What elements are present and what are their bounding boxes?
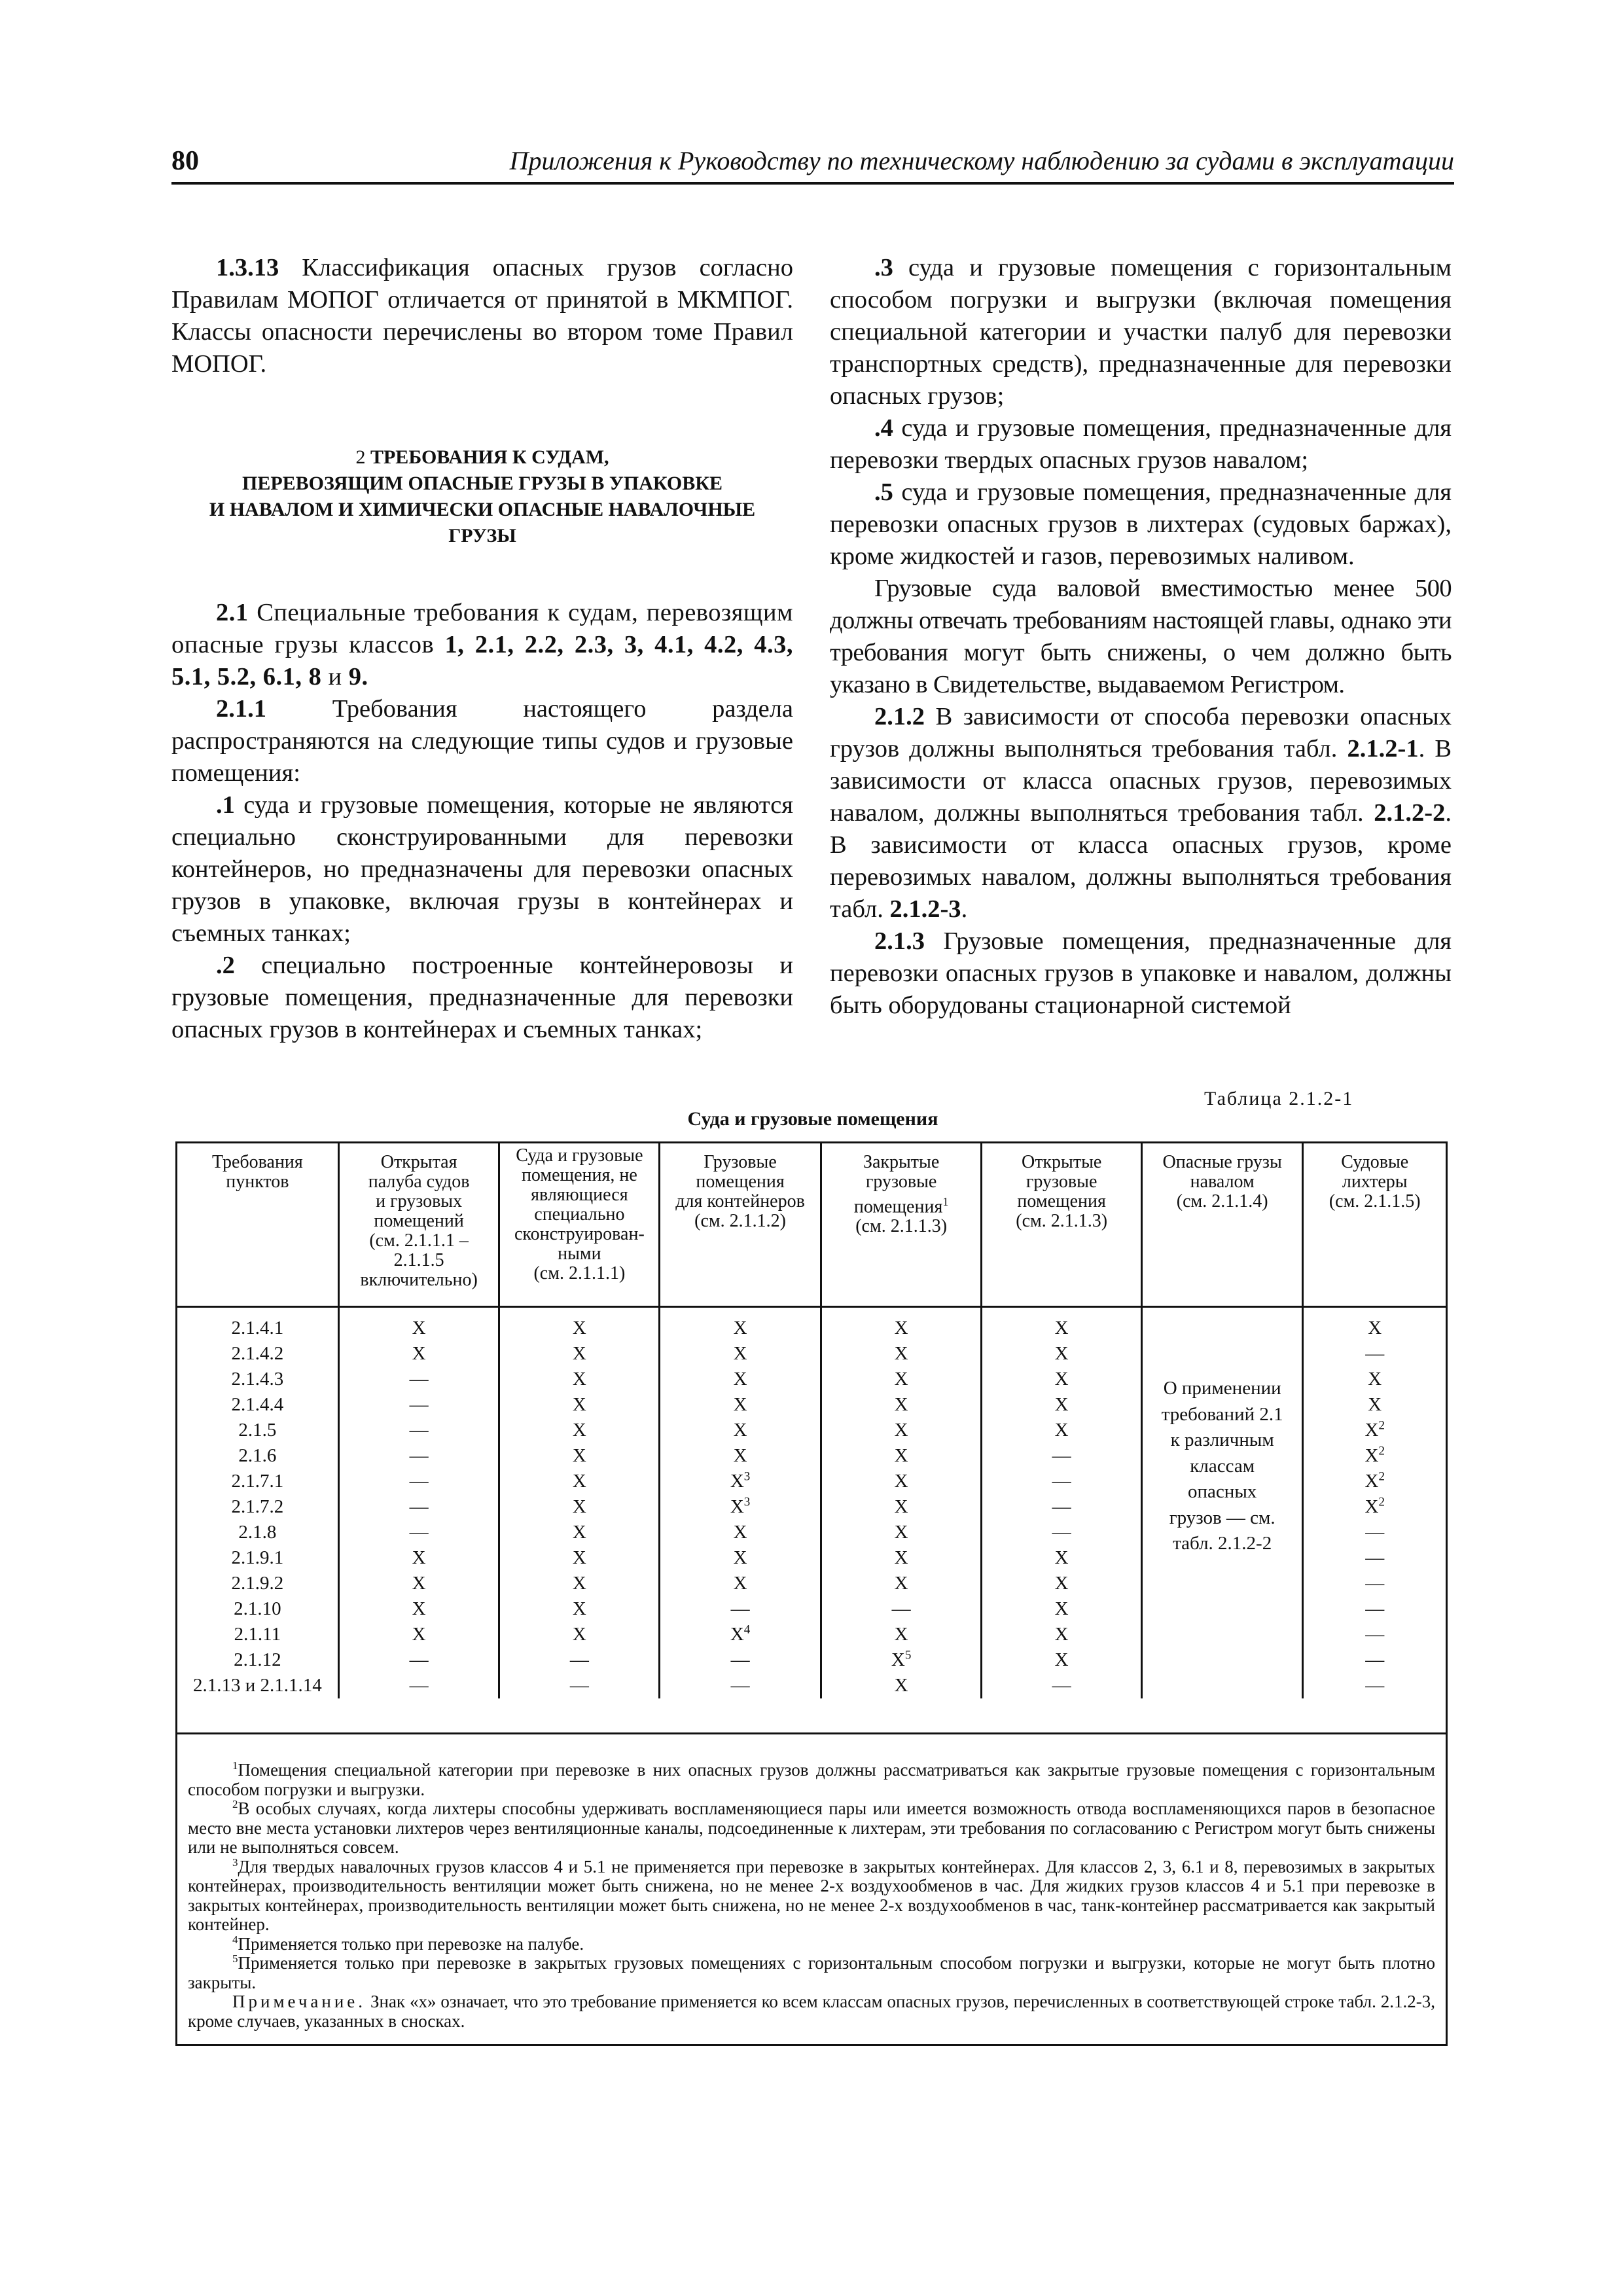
table-cell: X — [894, 1573, 908, 1594]
footnote-mark: 1 — [942, 1195, 949, 1208]
table-header-row — [177, 1143, 1447, 1307]
page-number: 80 — [171, 146, 199, 176]
column-not-special — [499, 1307, 660, 1699]
table-cell: X — [1054, 1547, 1069, 1568]
table-cell: — — [409, 1420, 429, 1441]
hazard-classes: 9. — [348, 663, 368, 691]
section-title-line: И НАВАЛОМ И ХИМИЧЕСКИ ОПАСНЫЕ НАВАЛОЧНЫЕ — [209, 499, 756, 520]
paragraph-2-1 — [171, 597, 793, 693]
table-cell: — — [730, 1649, 750, 1670]
table-cell: X — [572, 1445, 586, 1466]
table-cell: — — [409, 1394, 429, 1415]
paragraph-text: суда и грузовые помещения, предназначенные для перевозки твердых опасных грузов навалом; — [830, 414, 1452, 474]
requirement-item: 2.1.9.2 — [231, 1573, 284, 1594]
table-cell: X — [894, 1420, 908, 1441]
table-cell: — — [409, 1369, 429, 1390]
table-cell: X — [733, 1394, 747, 1415]
table-cell: X — [894, 1675, 908, 1696]
footnote-1: $^1$Помещения специальной категории при перевозке в них опасных грузов должны рассматриваться как закрытые грузовые помещения с горизонтальным способом погрузки и выгрузки. — [188, 1759, 1435, 1799]
item-number: .4 — [874, 414, 893, 442]
paragraph-text: Грузовые помещения, предназначенные для перевозки опасных грузов в упаковке и навалом, должны быть оборудованы стационарной системой — [830, 927, 1452, 1019]
header-closed-holds: Закрытые грузовые помещения$^1$ (см. 2.1.1.3) — [821, 1143, 982, 1307]
column-open-holds — [982, 1307, 1142, 1699]
table-cell: X — [572, 1369, 586, 1390]
paragraph-text: Специальные требования к судам, перевозящим опасные грузы классов — [171, 599, 793, 658]
table-cell: X — [572, 1318, 586, 1338]
paragraph-text: суда и грузовые помещения, предназначенные для перевозки опасных грузов в лихтерах (судовых баржах), кроме жидкостей и газов, перевозимых наливом. — [830, 478, 1452, 570]
clause-number: 1.3.13 — [216, 254, 279, 281]
requirement-item: 2.1.12 — [234, 1649, 281, 1670]
paragraph-text: суда и грузовые помещения, которые не являются специально сконструированными для перевозки контейнеров, но предназначены для перевозки опасных грузов в упаковке, включая грузы в контейнерах и съемных танках; — [171, 791, 793, 947]
table-cell: X — [1054, 1369, 1069, 1390]
requirements-table — [175, 1141, 1448, 2046]
column-barges — [1303, 1307, 1447, 1699]
table-cell: — — [891, 1598, 911, 1619]
table-cell: X — [572, 1573, 586, 1594]
section-number: 2 — [355, 446, 366, 468]
table-cell: X — [572, 1496, 586, 1517]
table-cell: $X^4$ — [730, 1623, 751, 1645]
paragraph-item-4 — [830, 412, 1452, 476]
column-requirement-items — [177, 1307, 339, 1699]
paragraph-text: . В зависимости от класса опасных грузов, кроме перевозимых навалом, должны выполняться требования табл. — [830, 799, 1452, 923]
footnote-mark: 2 — [1378, 1444, 1385, 1458]
table-cell: — — [409, 1522, 429, 1543]
table-cell: — — [569, 1675, 589, 1696]
table-cell: X — [412, 1598, 426, 1619]
table-note: Примечание. Знак «х» означает, что это требование применяется ко всем классам опасных грузов, перечисленных в соответствующей строке табл. 2.1.2-3, кроме случаев, указанных в сносках. — [188, 1992, 1435, 2031]
section-title-line: ТРЕБОВАНИЯ К СУДАМ, — [370, 446, 609, 468]
requirement-item: 2.1.6 — [238, 1445, 277, 1466]
paragraph-2-1-3 — [830, 925, 1452, 1022]
table-cell: — — [409, 1649, 429, 1670]
table-cell: X — [733, 1445, 747, 1466]
table-cell: X — [733, 1573, 747, 1594]
table-cell: $X^2$ — [1364, 1444, 1385, 1466]
running-title: Приложения к Руководству по техническому наблюдению за судами в эксплуатации — [509, 146, 1454, 175]
table-cell: — — [1365, 1547, 1385, 1568]
table-cell: X — [412, 1318, 426, 1338]
paragraph-text: суда и грузовые помещения с горизонтальным способом погрузки и выгрузки (включая помещения специальной категории и участки палуб для перевозки транспортных средств), предназначенные для перевозки опасных грузов; — [830, 254, 1452, 410]
table-cell: X — [894, 1624, 908, 1645]
table-cell: — — [1052, 1522, 1071, 1543]
footnote-mark: 5 — [904, 1648, 912, 1662]
table-cell: $X^2$ — [1364, 1495, 1385, 1517]
table-cell: — — [1052, 1445, 1071, 1466]
item-number: .2 — [216, 952, 235, 979]
table-cell: — — [569, 1649, 589, 1670]
table-cell: — — [730, 1598, 750, 1619]
table-cell: — — [1365, 1522, 1385, 1543]
table-cell: X — [894, 1318, 908, 1338]
paragraph-text: . В зависимости от класса опасных грузов, перевозимых навалом, должны выполняться требования табл. — [830, 735, 1452, 827]
table-footnotes — [177, 1734, 1447, 2045]
table-cell: X — [412, 1573, 426, 1594]
requirement-item: 2.1.8 — [238, 1522, 277, 1543]
header-containers: Грузовые помещения для контейнеров (см. 2.1.1.2) — [660, 1143, 821, 1307]
table-cell: X — [572, 1394, 586, 1415]
table-cell: X — [1368, 1318, 1382, 1338]
paragraph-item-1 — [171, 789, 793, 950]
paragraph-item-2 — [171, 950, 793, 1046]
table-cell: X — [733, 1547, 747, 1568]
table-cell: — — [409, 1471, 429, 1492]
paragraph-cargo-ships — [830, 573, 1452, 701]
table-cell: X — [572, 1547, 586, 1568]
item-number: .1 — [216, 791, 235, 819]
clause-number: 2.1.2 — [874, 703, 925, 730]
paragraph-2-1-1 — [171, 693, 793, 789]
table-spacer — [177, 1698, 1447, 1734]
table-cell: X — [572, 1624, 586, 1645]
paragraph-text: и — [321, 663, 349, 691]
table-cell: X — [733, 1522, 747, 1543]
clause-number: 2.1.3 — [874, 927, 925, 955]
footnote-mark: 2 — [1378, 1469, 1385, 1484]
header-open-deck: Открытая палуба судов и грузовых помещений (см. 2.1.1.1 – 2.1.1.5 включительно) — [338, 1143, 499, 1307]
table-reference: 2.1.2-2 — [1374, 799, 1446, 827]
table-cell: — — [730, 1675, 750, 1696]
table-cell: — — [409, 1496, 429, 1517]
table-reference: 2.1.2-1 — [1347, 735, 1419, 762]
column-containers — [660, 1307, 821, 1699]
table-cell: — — [1052, 1471, 1071, 1492]
table-cell: X — [1054, 1343, 1069, 1364]
paragraph-text: Грузовые суда валовой вместимостью менее 500 должны отвечать требованиям настоящей главы, однако эти требования могут быть снижены, о чем должно быть указано в Свидетельстве, выдаваемом Регистром. — [830, 575, 1452, 698]
table-cell: X — [412, 1547, 426, 1568]
clause-number: 2.1 — [216, 599, 249, 626]
section-title-line: ПЕРЕВОЗЯЩИМ ОПАСНЫЕ ГРУЗЫ В УПАКОВКЕ — [241, 473, 722, 494]
table-cell: X — [733, 1420, 747, 1441]
table-cell: X — [412, 1624, 426, 1645]
table-cell: — — [409, 1445, 429, 1466]
requirement-item: 2.1.7.2 — [231, 1496, 284, 1517]
table-cell: X — [1368, 1369, 1382, 1390]
table-cell: X — [894, 1471, 908, 1492]
table-cell: X — [1054, 1420, 1069, 1441]
paragraph-item-5 — [830, 476, 1452, 573]
table-cell: X — [572, 1420, 586, 1441]
table-cell: — — [1365, 1675, 1385, 1696]
paragraph-text: В зависимости от способа перевозки опасных грузов должны выполняться требования табл. — [830, 703, 1452, 762]
footnote-mark: 3 — [743, 1469, 751, 1484]
table-cell: — — [409, 1675, 429, 1696]
item-number: .3 — [874, 254, 893, 281]
column-bulk — [1141, 1307, 1303, 1699]
header-requirements: Требования пунктов — [177, 1143, 339, 1307]
footnote-mark: 4 — [743, 1623, 751, 1637]
section-title-line: ГРУЗЫ — [448, 525, 516, 547]
paragraph-text: . — [961, 895, 968, 923]
table-cell: X — [1054, 1573, 1069, 1594]
table-cell: — — [1365, 1343, 1385, 1364]
table-cell: X — [412, 1343, 426, 1364]
requirement-item: 2.1.10 — [234, 1598, 281, 1619]
left-column — [171, 252, 793, 1046]
requirement-item: 2.1.5 — [238, 1420, 277, 1441]
requirement-item: 2.1.9.1 — [231, 1547, 284, 1568]
table-cell: — — [1365, 1598, 1385, 1619]
table-cell: X — [733, 1369, 747, 1390]
header-barges: Судовые лихтеры (см. 2.1.1.5) — [1303, 1143, 1447, 1307]
table-cell: X — [894, 1394, 908, 1415]
table-cell: X — [572, 1522, 586, 1543]
table-cell: $X^2$ — [1364, 1469, 1385, 1492]
requirement-item: 2.1.4.2 — [231, 1343, 284, 1364]
header-open-holds: Открытые грузовые помещения (см. 2.1.1.3) — [982, 1143, 1142, 1307]
footnotes-row — [177, 1734, 1447, 2045]
paragraph-item-3 — [830, 252, 1452, 412]
table-cell: — — [1052, 1675, 1071, 1696]
table-caption: Суда и грузовые помещения — [687, 1108, 938, 1130]
table-cell: — — [1365, 1573, 1385, 1594]
footnote-mark: 2 — [1378, 1495, 1385, 1509]
page-header — [171, 145, 1454, 185]
table-cell: X — [894, 1547, 908, 1568]
footnote-2: $^2$В особых случаях, когда лихтеры способны удерживать воспламеняющиеся пары или имеется возможность отвода воспламеняющихся паров в безопасное место вне места установки лихтеров через вентиляционные каналы, подсоединенные к лихтерам, эти требования по согласованию с Регистром могут быть снижены или не выполняться совсем. — [188, 1798, 1435, 1857]
table-cell: $X^2$ — [1364, 1418, 1385, 1441]
bulk-reference-note: О применении требований 2.1 к различным классам опасных грузов — см. табл. 2.1.2-2 — [1161, 1378, 1283, 1554]
table-cell: X — [1054, 1624, 1069, 1645]
table-body-row — [177, 1307, 1447, 1699]
table-cell: X — [1054, 1394, 1069, 1415]
table-cell: X — [894, 1343, 908, 1364]
table-cell: $X^3$ — [730, 1469, 751, 1492]
table-cell: X — [894, 1522, 908, 1543]
table-cell: X — [733, 1343, 747, 1364]
table-label: Таблица 2.1.2-1 — [1204, 1088, 1354, 1109]
footnote-3: $^3$Для твердых навалочных грузов классов 4 и 5.1 не применяется при перевозке в закрытых контейнерах. Для классов 2, 3, 6.1 и 8, перевозимых в закрытых контейнерах, производительность вентиляции может быть снижена, но не менее 2-х воздухообменов в час. Для жидких грузов классов 4 и 5.1 при перевозке в закрытых контейнерах, производительность вентиляции может быть снижена, но не менее 2-х воздухообменов в час, танк-контейнер рассматривается как закрытый контейнер. — [188, 1856, 1435, 1934]
hazard-classes: 1, 2.1, 2.2, 2.3, 3, 4.1, 4.2, 4.3, 5.1, 5.2, 6.1, 8 — [171, 631, 793, 691]
table-cell: X — [1054, 1318, 1069, 1338]
table-cell: X — [572, 1343, 586, 1364]
table-cell: $X^5$ — [891, 1648, 912, 1670]
table-cell: $X^3$ — [730, 1495, 751, 1517]
requirement-item: 2.1.7.1 — [231, 1471, 284, 1492]
table-cell: X — [572, 1471, 586, 1492]
footnote-mark: 2 — [1378, 1418, 1385, 1433]
footnote-4: $^4$Применяется только при перевозке на палубе. — [232, 1933, 584, 1954]
right-column — [830, 252, 1452, 1022]
table-cell: X — [1054, 1598, 1069, 1619]
table-cell: X — [894, 1496, 908, 1517]
table-cell: — — [1365, 1624, 1385, 1645]
header-not-special: Суда и грузовые помещения, не являющиеся специально сконструирован- ными (см. 2.1.1.1) — [499, 1143, 660, 1307]
paragraph-text: Классификация опасных грузов согласно Правилам МОПОГ отличается от принятой в МКМПОГ. Классы опасности перечислены во втором томе Правил МОПОГ. — [171, 254, 793, 378]
footnote-mark: 3 — [743, 1495, 751, 1509]
table-cell: — — [1052, 1496, 1071, 1517]
requirement-item: 2.1.13 и 2.1.1.14 — [192, 1675, 322, 1696]
footnote-5: $^5$Применяется только при перевозке в закрытых грузовых помещениях с горизонтальным способом погрузки и выгрузки, которые не могут быть плотно закрыты. — [188, 1952, 1435, 1992]
table-cell: X — [1054, 1649, 1069, 1670]
paragraph-1-3-13 — [171, 252, 793, 380]
table-reference: 2.1.2-3 — [889, 895, 961, 923]
column-open-deck — [338, 1307, 499, 1699]
column-closed-holds — [821, 1307, 982, 1699]
table-cell: X — [572, 1598, 586, 1619]
section-heading — [171, 444, 793, 549]
item-number: .5 — [874, 478, 893, 506]
paragraph-text: Требования настоящего раздела распространяются на следующие типы судов и грузовые помещения: — [171, 695, 793, 787]
table-cell: X — [733, 1318, 747, 1338]
requirement-item: 2.1.4.1 — [231, 1318, 284, 1338]
requirement-item: 2.1.4.3 — [231, 1369, 284, 1390]
table-cell: X — [894, 1369, 908, 1390]
paragraph-2-1-2 — [830, 701, 1452, 925]
requirement-item: 2.1.11 — [234, 1624, 281, 1645]
table-cell: — — [1365, 1649, 1385, 1670]
clause-number: 2.1.1 — [216, 695, 266, 723]
requirement-item: 2.1.4.4 — [231, 1394, 284, 1415]
table-cell: X — [1368, 1394, 1382, 1415]
table-cell: X — [894, 1445, 908, 1466]
header-bulk: Опасные грузы навалом (см. 2.1.1.4) — [1141, 1143, 1303, 1307]
paragraph-text: специально построенные контейнеровозы и грузовые помещения, предназначенные для перевозки опасных грузов в контейнерах и съемных танках; — [171, 952, 793, 1043]
